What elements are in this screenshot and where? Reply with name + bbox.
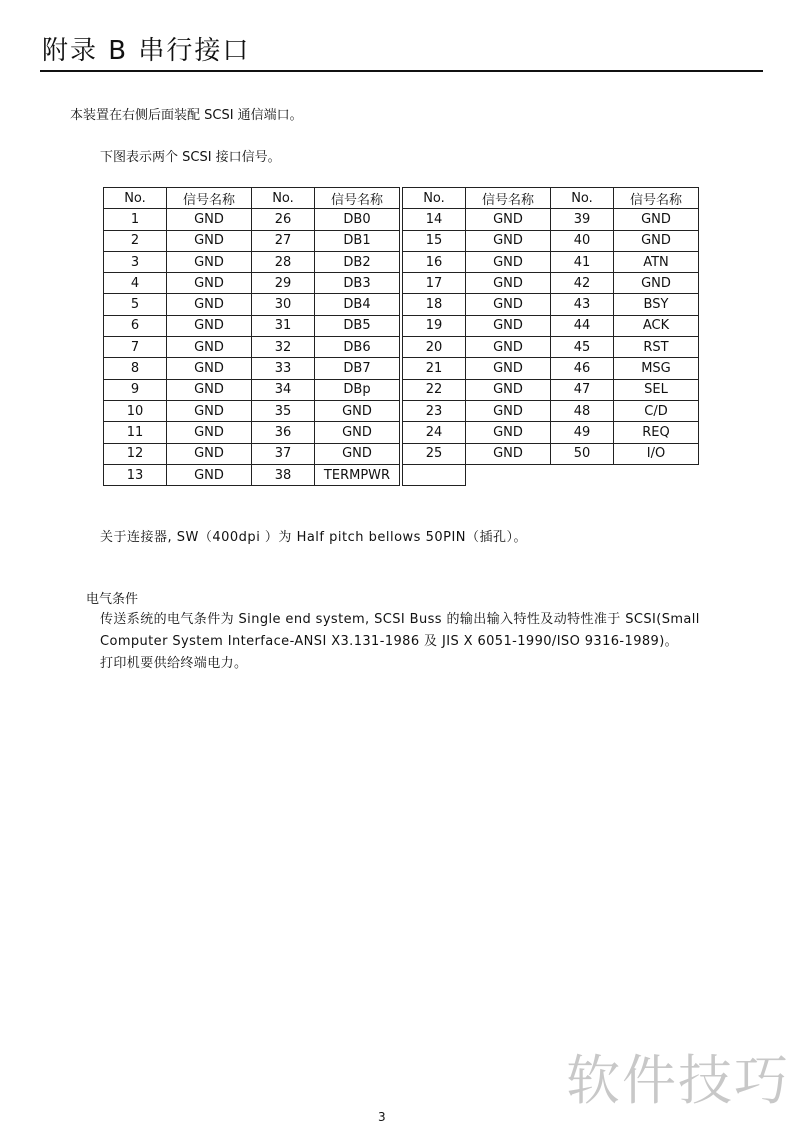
pin-number-cell: 32 [252, 337, 315, 358]
pin-number-cell: 24 [403, 422, 466, 443]
signal-name-cell: DBp [315, 379, 400, 400]
watermark-text: 软件技巧 [566, 1049, 790, 1112]
pin-number-cell: 31 [252, 315, 315, 336]
pin-number-cell: 40 [551, 230, 614, 251]
signal-name-cell: GND [466, 400, 551, 421]
signal-name-cell: ACK [614, 315, 699, 336]
table-row [104, 464, 699, 485]
table-row [104, 251, 699, 272]
signal-name-cell [614, 464, 699, 485]
signal-name-cell: SEL [614, 379, 699, 400]
table-row [104, 209, 699, 230]
signal-name-cell [466, 464, 551, 485]
signal-name-cell: DB6 [315, 337, 400, 358]
signal-name-cell: GND [466, 358, 551, 379]
pin-number-cell: 15 [403, 230, 466, 251]
page-title: 附录 B 串行接口 [42, 36, 251, 66]
pin-number-cell: 43 [551, 294, 614, 315]
signal-name-cell: GND [167, 209, 252, 230]
signal-name-cell: GND [466, 443, 551, 464]
signal-name-cell: GND [614, 273, 699, 294]
signal-name-cell: GND [167, 422, 252, 443]
pin-number-cell: 6 [104, 315, 167, 336]
signal-name-cell: GND [315, 422, 400, 443]
pin-number-cell: 36 [252, 422, 315, 443]
pin-number-cell: 33 [252, 358, 315, 379]
signal-name-cell: GND [466, 294, 551, 315]
pin-number-cell: 37 [252, 443, 315, 464]
pin-number-cell: 5 [104, 294, 167, 315]
signal-name-cell: GND [167, 443, 252, 464]
signal-name-cell: GND [167, 294, 252, 315]
pin-number-cell: 18 [403, 294, 466, 315]
signal-name-cell: GND [167, 379, 252, 400]
header-no: No. [551, 188, 614, 209]
pin-number-cell: 46 [551, 358, 614, 379]
pin-number-cell: 20 [403, 337, 466, 358]
pin-number-cell: 29 [252, 273, 315, 294]
pin-number-cell: 9 [104, 379, 167, 400]
signal-name-cell: GND [167, 315, 252, 336]
signal-name-cell: I/O [614, 443, 699, 464]
signal-name-cell: MSG [614, 358, 699, 379]
signal-name-cell: DB3 [315, 273, 400, 294]
pin-number-cell: 38 [252, 464, 315, 485]
pin-number-cell: 22 [403, 379, 466, 400]
signal-name-cell: GND [167, 358, 252, 379]
pin-number-cell: 21 [403, 358, 466, 379]
table-row [104, 230, 699, 251]
table-row [104, 443, 699, 464]
pin-number-cell: 4 [104, 273, 167, 294]
table-row [104, 379, 699, 400]
signal-name-cell: GND [466, 379, 551, 400]
signal-name-cell: GND [466, 209, 551, 230]
signal-name-cell: GND [315, 443, 400, 464]
pin-number-cell: 7 [104, 337, 167, 358]
electrical-body [100, 609, 770, 675]
table-row [104, 422, 699, 443]
signal-name-cell: DB4 [315, 294, 400, 315]
pin-number-cell: 35 [252, 400, 315, 421]
signal-name-cell: GND [466, 251, 551, 272]
header-no: No. [104, 188, 167, 209]
signal-name-cell: GND [167, 400, 252, 421]
pin-number-cell: 8 [104, 358, 167, 379]
electrical-heading: 电气条件 [86, 592, 139, 607]
header-no: No. [403, 188, 466, 209]
signal-name-cell: GND [315, 400, 400, 421]
pin-number-cell: 13 [104, 464, 167, 485]
pin-number-cell: 42 [551, 273, 614, 294]
table-row [104, 337, 699, 358]
pin-number-cell: 1 [104, 209, 167, 230]
pin-number-cell: 47 [551, 379, 614, 400]
signal-name-cell: DB5 [315, 315, 400, 336]
table-header-row [104, 188, 699, 209]
intro-text: 本装置在右侧后面装配 SCSI 通信端口。 [70, 108, 303, 123]
pin-number-cell: 27 [252, 230, 315, 251]
pin-number-cell: 34 [252, 379, 315, 400]
signal-name-cell: ATN [614, 251, 699, 272]
signal-name-cell: GND [167, 230, 252, 251]
pin-number-cell: 12 [104, 443, 167, 464]
table-body [104, 209, 699, 486]
table-row [104, 294, 699, 315]
electrical-paragraph: 打印机要供给终端电力。 [100, 656, 248, 671]
signal-name-cell: GND [466, 315, 551, 336]
signal-name-cell: GND [466, 337, 551, 358]
pin-number-cell: 3 [104, 251, 167, 272]
pin-number-cell: 48 [551, 400, 614, 421]
signal-name-cell: GND [614, 209, 699, 230]
pin-number-cell: 16 [403, 251, 466, 272]
table-row [104, 400, 699, 421]
table-row [104, 273, 699, 294]
signal-name-cell: TERMPWR [315, 464, 400, 485]
signal-name-cell: GND [167, 251, 252, 272]
header-no: No. [252, 188, 315, 209]
signal-name-cell: GND [466, 422, 551, 443]
header-signal-name: 信号名称 [614, 188, 699, 209]
signal-name-cell: GND [466, 230, 551, 251]
pin-number-cell: 2 [104, 230, 167, 251]
pin-number-cell: 23 [403, 400, 466, 421]
signal-name-cell: DB1 [315, 230, 400, 251]
pin-number-cell: 44 [551, 315, 614, 336]
pin-number-cell [403, 464, 466, 485]
page-number: 3 [378, 1110, 386, 1124]
table-lead-text: 下图表示两个 SCSI 接口信号。 [100, 150, 281, 165]
header-signal-name: 信号名称 [466, 188, 551, 209]
pin-number-cell: 10 [104, 400, 167, 421]
signal-name-cell: GND [466, 273, 551, 294]
signal-name-cell: DB0 [315, 209, 400, 230]
pin-number-cell: 41 [551, 251, 614, 272]
scsi-pin-table [103, 187, 699, 486]
signal-name-cell: DB2 [315, 251, 400, 272]
signal-name-cell: GND [167, 337, 252, 358]
header-signal-name: 信号名称 [167, 188, 252, 209]
signal-name-cell: BSY [614, 294, 699, 315]
pin-number-cell: 28 [252, 251, 315, 272]
pin-number-cell [551, 464, 614, 485]
connector-note: 关于连接器, SW（400dpi ）为 Half pitch bellows 50PIN（插孔）。 [100, 530, 528, 545]
pin-number-cell: 45 [551, 337, 614, 358]
electrical-paragraph: 传送系统的电气条件为 Single end system, SCSI Buss 的输出输入特性及动特性准于 SCSI(Small Computer System Interface-ANSI X3.131-1986 及 JIS X 6051-1990/ISO 9316-1989)。 [100, 612, 700, 649]
signal-name-cell: REQ [614, 422, 699, 443]
signal-name-cell: DB7 [315, 358, 400, 379]
pin-number-cell: 39 [551, 209, 614, 230]
table-row [104, 358, 699, 379]
title-divider [40, 70, 763, 72]
table-row [104, 315, 699, 336]
header-signal-name: 信号名称 [315, 188, 400, 209]
signal-name-cell: C/D [614, 400, 699, 421]
pin-number-cell: 26 [252, 209, 315, 230]
pin-number-cell: 14 [403, 209, 466, 230]
pin-number-cell: 11 [104, 422, 167, 443]
signal-name-cell: GND [167, 273, 252, 294]
pin-number-cell: 17 [403, 273, 466, 294]
signal-name-cell: GND [614, 230, 699, 251]
signal-name-cell: GND [167, 464, 252, 485]
pin-number-cell: 19 [403, 315, 466, 336]
pin-number-cell: 49 [551, 422, 614, 443]
pin-number-cell: 30 [252, 294, 315, 315]
pin-number-cell: 25 [403, 443, 466, 464]
signal-name-cell: RST [614, 337, 699, 358]
pin-number-cell: 50 [551, 443, 614, 464]
